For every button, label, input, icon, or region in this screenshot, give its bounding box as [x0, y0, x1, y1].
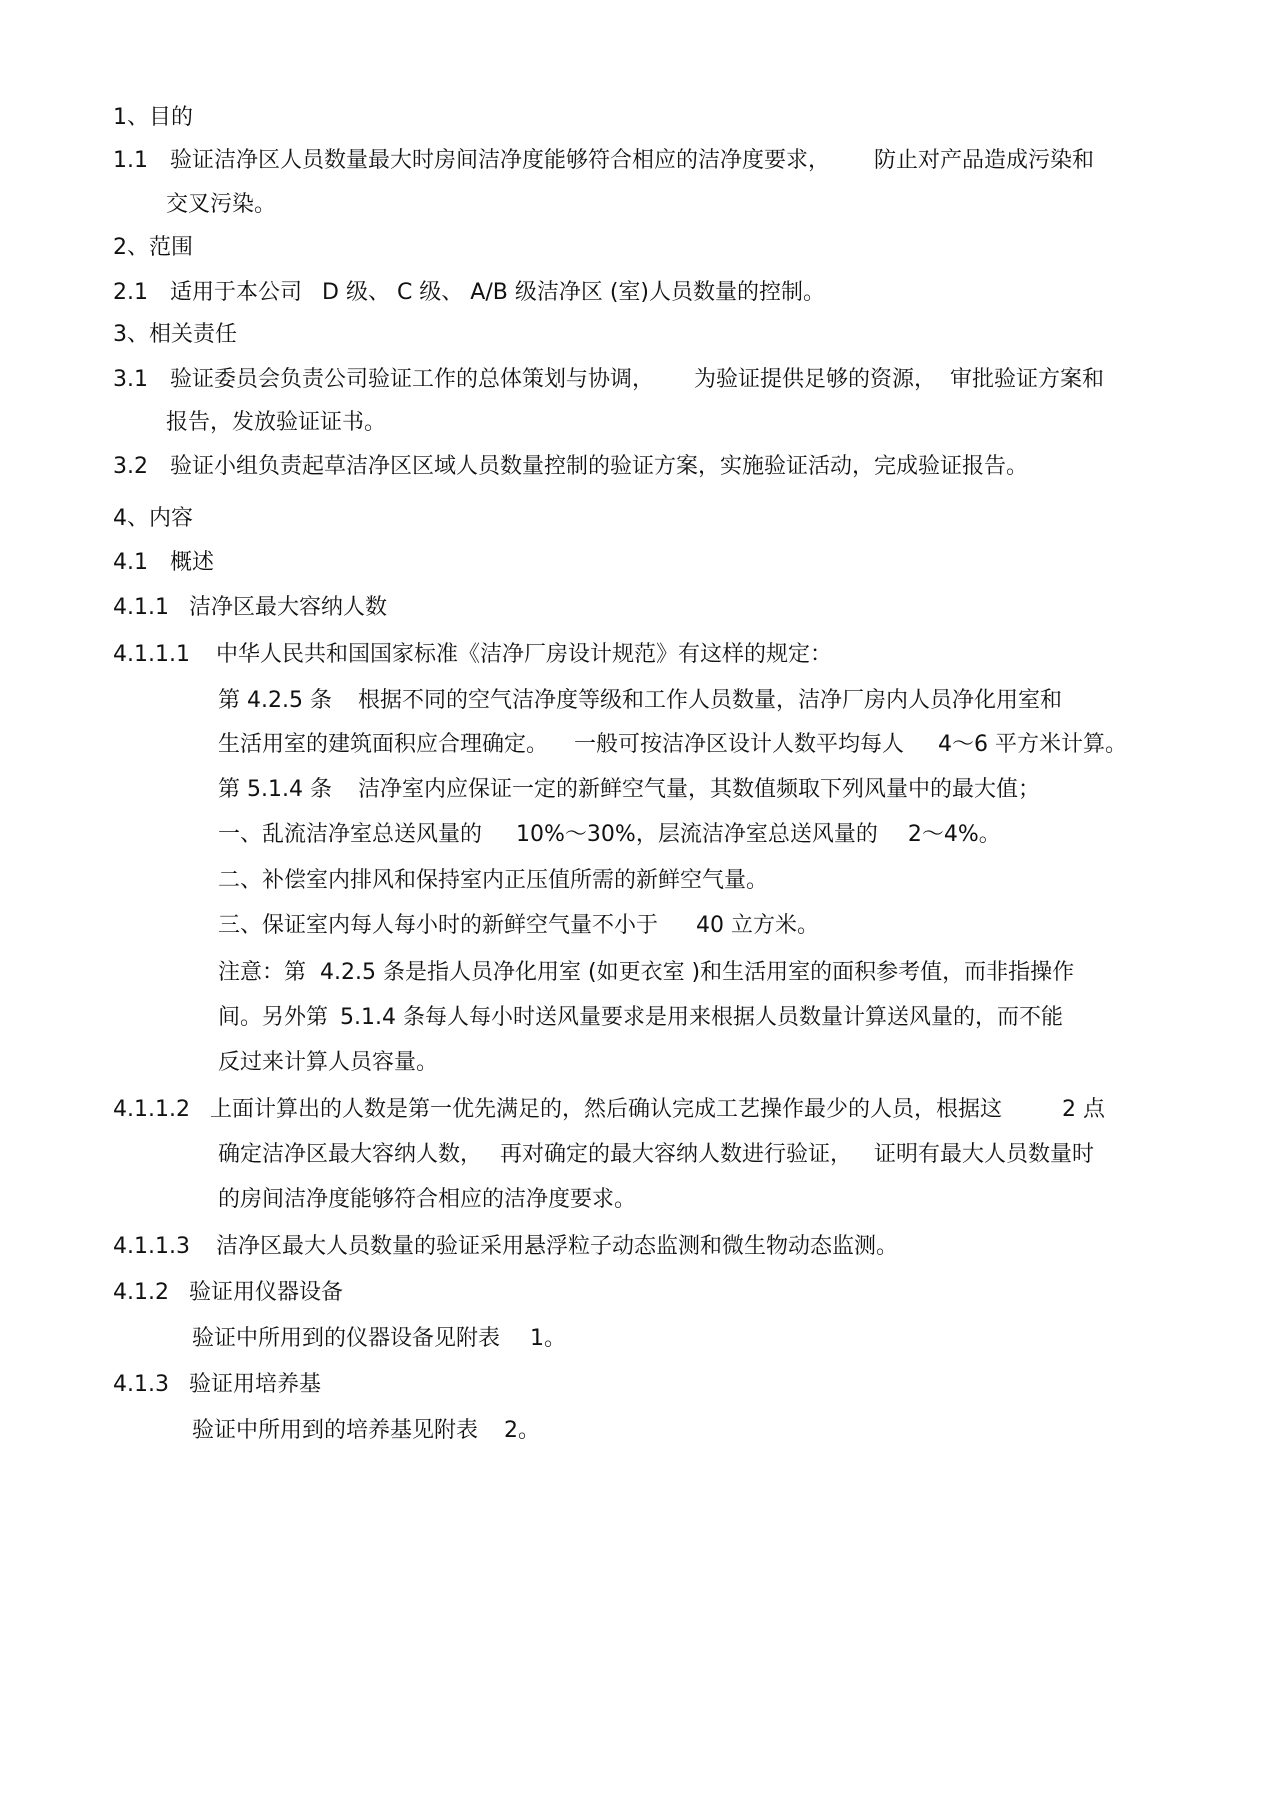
paragraph-text: 5.1.4 条每人每小时送风量要求是用来根据人员数量计算送风量的，而不能	[340, 1005, 1063, 1030]
paragraph-4-1-1-1	[113, 640, 832, 670]
paragraph-text: 生活用室的建筑面积应合理确定。	[218, 732, 549, 757]
item-number: 1.1	[113, 148, 148, 173]
section-2-heading	[113, 233, 193, 263]
article-4-2-5	[218, 686, 1062, 716]
list-item-2	[218, 866, 768, 896]
paragraph-4-1-1-2-cont-2	[218, 1185, 636, 1215]
paragraph-text: 中华人民共和国国家标准《洁净厂房设计规范》有这样的规定：	[215, 642, 832, 667]
paragraph-4-1-3-body	[192, 1416, 540, 1446]
paragraph-text: 防止对产品造成污染和	[874, 148, 1095, 173]
paragraph-text: 2。	[504, 1418, 541, 1443]
paragraph-text: 间。另外第	[218, 1005, 329, 1030]
paragraph-text: 三、保证室内每人每小时的新鲜空气量不小于	[218, 913, 659, 938]
paragraph-text: 一般可按洁净区设计人数平均每人	[574, 732, 905, 757]
section-4-heading	[113, 504, 193, 534]
item-number: 4.1.1.1	[113, 642, 190, 667]
paragraph-text: 洁净区最大容纳人数	[188, 595, 387, 620]
item-number: 4.1.1.2	[113, 1097, 190, 1122]
paragraph-text: 根据不同的空气洁净度等级和工作人员数量，洁净厂房内人员净化用室和	[357, 688, 1062, 713]
paragraph-4-1-3	[113, 1370, 321, 1400]
paragraph-text: 交叉污染。	[166, 192, 277, 217]
paragraph-text: 确定洁净区最大容纳人数，	[218, 1142, 483, 1167]
paragraph-4-1-1-2	[113, 1095, 1105, 1125]
article-label: 第 4.2.5 条	[218, 688, 332, 713]
paragraph-text: 验证用培养基	[188, 1372, 321, 1397]
paragraph-text: 验证洁净区人员数量最大时房间洁净度能够符合相应的洁净度要求，	[170, 148, 831, 173]
paragraph-4-1-1-2-cont-1	[218, 1140, 1094, 1170]
paragraph-4-1	[113, 548, 214, 578]
note	[218, 958, 1074, 988]
paragraph-text: 4.2.5 条是指人员净化用室 (如更衣室 )和生活用室的面积参考值，而非指操作	[320, 960, 1075, 985]
paragraph-text: 1。	[530, 1326, 567, 1351]
section-3-heading	[113, 320, 237, 350]
note-cont-2	[218, 1048, 438, 1078]
paragraph-text: 4～6 平方米计算。	[938, 732, 1128, 757]
heading-text: 1、目的	[113, 105, 193, 130]
paragraph-1-1-cont	[166, 190, 276, 220]
article-4-2-5-cont	[218, 730, 1127, 760]
paragraph-text: 2～4%。	[907, 822, 1001, 847]
item-number: 3.1	[113, 367, 148, 392]
item-number: 4.1.3	[113, 1372, 169, 1397]
item-number: 4.1.2	[113, 1280, 169, 1305]
paragraph-3-1	[113, 365, 1104, 395]
paragraph-text: 的房间洁净度能够符合相应的洁净度要求。	[218, 1187, 637, 1212]
item-number: 4.1.1.3	[113, 1234, 190, 1259]
paragraph-3-1-cont	[166, 408, 386, 438]
paragraph-text: 反过来计算人员容量。	[218, 1050, 439, 1075]
paragraph-text: 验证中所用到的仪器设备见附表	[192, 1326, 501, 1351]
paragraph-text: 验证委员会负责公司验证工作的总体策划与协调，	[170, 367, 655, 392]
paragraph-text: 一、乱流洁净室总送风量的	[218, 822, 483, 847]
paragraph-text: 验证小组负责起草洁净区区域人员数量控制的验证方案，实施验证活动，完成验证报告。	[170, 454, 1029, 479]
paragraph-text: 2 点	[1061, 1097, 1105, 1122]
paragraph-text: 审批验证方案和	[950, 367, 1105, 392]
paragraph-text: 报告，发放验证证书。	[166, 410, 387, 435]
paragraph-text: D 级、 C 级、 A/B 级洁净区 (室)人员数量的控制。	[322, 280, 825, 305]
list-item-3	[218, 911, 819, 941]
item-number: 4.1	[113, 550, 148, 575]
paragraph-text: 洁净区最大人员数量的验证采用悬浮粒子动态监测和微生物动态监测。	[215, 1234, 898, 1259]
item-number: 4.1.1	[113, 595, 169, 620]
heading-text: 2、范围	[113, 235, 193, 260]
paragraph-2-1	[113, 278, 825, 308]
paragraph-text: 上面计算出的人数是第一优先满足的，然后确认完成工艺操作最少的人员，根据这	[209, 1097, 1002, 1122]
list-item-1	[218, 820, 1001, 850]
note-label: 注意：第	[218, 960, 307, 985]
paragraph-text: 为验证提供足够的资源，	[694, 367, 937, 392]
item-number: 2.1	[113, 280, 148, 305]
paragraph-text: 二、补偿室内排风和保持室内正压值所需的新鲜空气量。	[218, 868, 769, 893]
note-cont-1	[218, 1003, 1063, 1033]
paragraph-text: 10%～30%，层流洁净室总送风量的	[516, 822, 878, 847]
item-number: 3.2	[113, 454, 148, 479]
paragraph-text: 证明有最大人员数量时	[874, 1142, 1095, 1167]
paragraph-4-1-2-body	[192, 1324, 566, 1354]
paragraph-text: 适用于本公司	[170, 280, 303, 305]
paragraph-text: 验证中所用到的培养基见附表	[192, 1418, 479, 1443]
paragraph-text: 40 立方米。	[696, 913, 820, 938]
paragraph-1-1	[113, 146, 1094, 176]
paragraph-text: 再对确定的最大容纳人数进行验证，	[500, 1142, 853, 1167]
paragraph-4-1-2	[113, 1278, 343, 1308]
heading-text: 4、内容	[113, 506, 193, 531]
paragraph-text: 验证用仪器设备	[188, 1280, 343, 1305]
paragraph-3-2	[113, 452, 1028, 482]
paragraph-text: 概述	[170, 550, 215, 575]
paragraph-text: 洁净室内应保证一定的新鲜空气量，其数值频取下列风量中的最大值；	[357, 777, 1040, 802]
paragraph-4-1-1	[113, 593, 387, 623]
article-label: 第 5.1.4 条	[218, 777, 332, 802]
article-5-1-4	[218, 775, 1040, 805]
heading-text: 3、相关责任	[113, 322, 237, 347]
paragraph-4-1-1-3	[113, 1232, 898, 1262]
section-1-heading	[113, 103, 193, 133]
